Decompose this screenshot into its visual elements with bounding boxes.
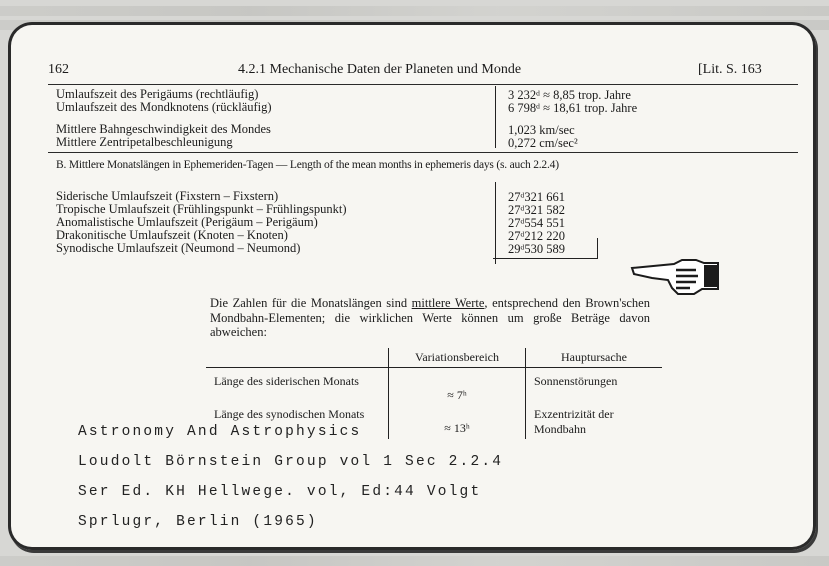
page-number: 162 [48,62,69,77]
table-cell: ≈ 7ʰ [389,368,526,406]
paragraph-text: , entsprechend den Brown'schen Mondbahn-Elementen; die wirklichen Werte können um große Beträge davon abweichen: [210,296,650,339]
data-row-label: Tropische Umlaufszeit (Frühlingspunkt – Frühlingspunkt) [56,202,347,216]
data-row-value: 27ᵈ554 551 [508,216,566,230]
section-b-heading: B. Mittlere Monatslängen in Ephemeriden-Tagen — Length of the mean months in ephemeris days (s. auch 2.2.4) [56,159,559,171]
value-column-divider [495,86,496,148]
table-header-cell [206,348,389,368]
table-cell: ≈ 13ʰ [389,405,526,439]
pointing-hand-icon [630,254,722,298]
data-row-value: 6 798ᵈ ≈ 18,61 trop. Jahre [508,101,638,115]
data-row-label: Umlaufszeit des Perigäums (rechtläufig) [56,87,259,101]
data-row-value: 29ᵈ530 589 [508,242,566,256]
citation-line: Sprlugr, Berlin (1965) [78,514,318,530]
background-scan-texture [0,6,829,16]
citation-line: Loudolt Börnstein Group vol 1 Sec 2.2.4 [78,454,504,470]
data-row-value: 27ᵈ212 220 [508,229,566,243]
table-header-cell: Variationsbereich [389,348,526,368]
data-row-label: Mittlere Bahngeschwindigkeit des Mondes [56,122,271,136]
table-header-cell: Hauptursache [526,348,663,368]
note-paragraph [210,296,650,340]
background-scan-texture [0,556,829,566]
data-row-label: Umlaufszeit des Mondknotens (rückläufig) [56,100,272,114]
table-row [206,368,662,406]
page-title: 4.2.1 Mechanische Daten der Planeten und Monde [238,62,522,77]
document-page [8,22,816,550]
data-row-value: 27ᵈ321 661 [508,190,566,204]
literature-reference: [Lit. S. 163 [698,62,762,77]
table-cell: Exzentrizität der Mondbahn [534,407,614,436]
citation-line: Astronomy And Astrophysics [78,424,362,440]
section-rule [48,152,798,153]
data-row-value: 0,272 cm/sec² [508,136,578,150]
data-row-label: Siderische Umlaufszeit (Fixstern – Fixstern) [56,189,279,203]
data-row-label: Mittlere Zentripetalbeschleunigung [56,135,233,149]
data-row-label: Synodische Umlaufszeit (Neumond – Neumond) [56,241,301,255]
data-row-label: Anomalistische Umlaufszeit (Perigäum – Perigäum) [56,215,318,229]
data-row-label: Drakonitische Umlaufszeit (Knoten – Knoten) [56,228,288,242]
citation-line: Ser Ed. KH Hellwege. vol, Ed:44 Volgt [78,484,482,500]
header-rule [48,84,798,85]
paragraph-emphasis: mittlere Werte [411,296,485,310]
table-cell: Länge des synodischen Monats [206,405,389,439]
paragraph-text: Die Zahlen für die Monatslängen sind [210,296,412,310]
data-row-value: 3 232ᵈ ≈ 8,85 trop. Jahre [508,88,631,102]
data-row-value: 27ᵈ321 582 [508,203,566,217]
table-cell: Sonnenstörungen [534,374,618,388]
table-cell: Länge des siderischen Monats [206,368,389,406]
data-row-value: 1,023 km/sec [508,123,575,137]
handdrawn-highlight-box [493,238,598,259]
